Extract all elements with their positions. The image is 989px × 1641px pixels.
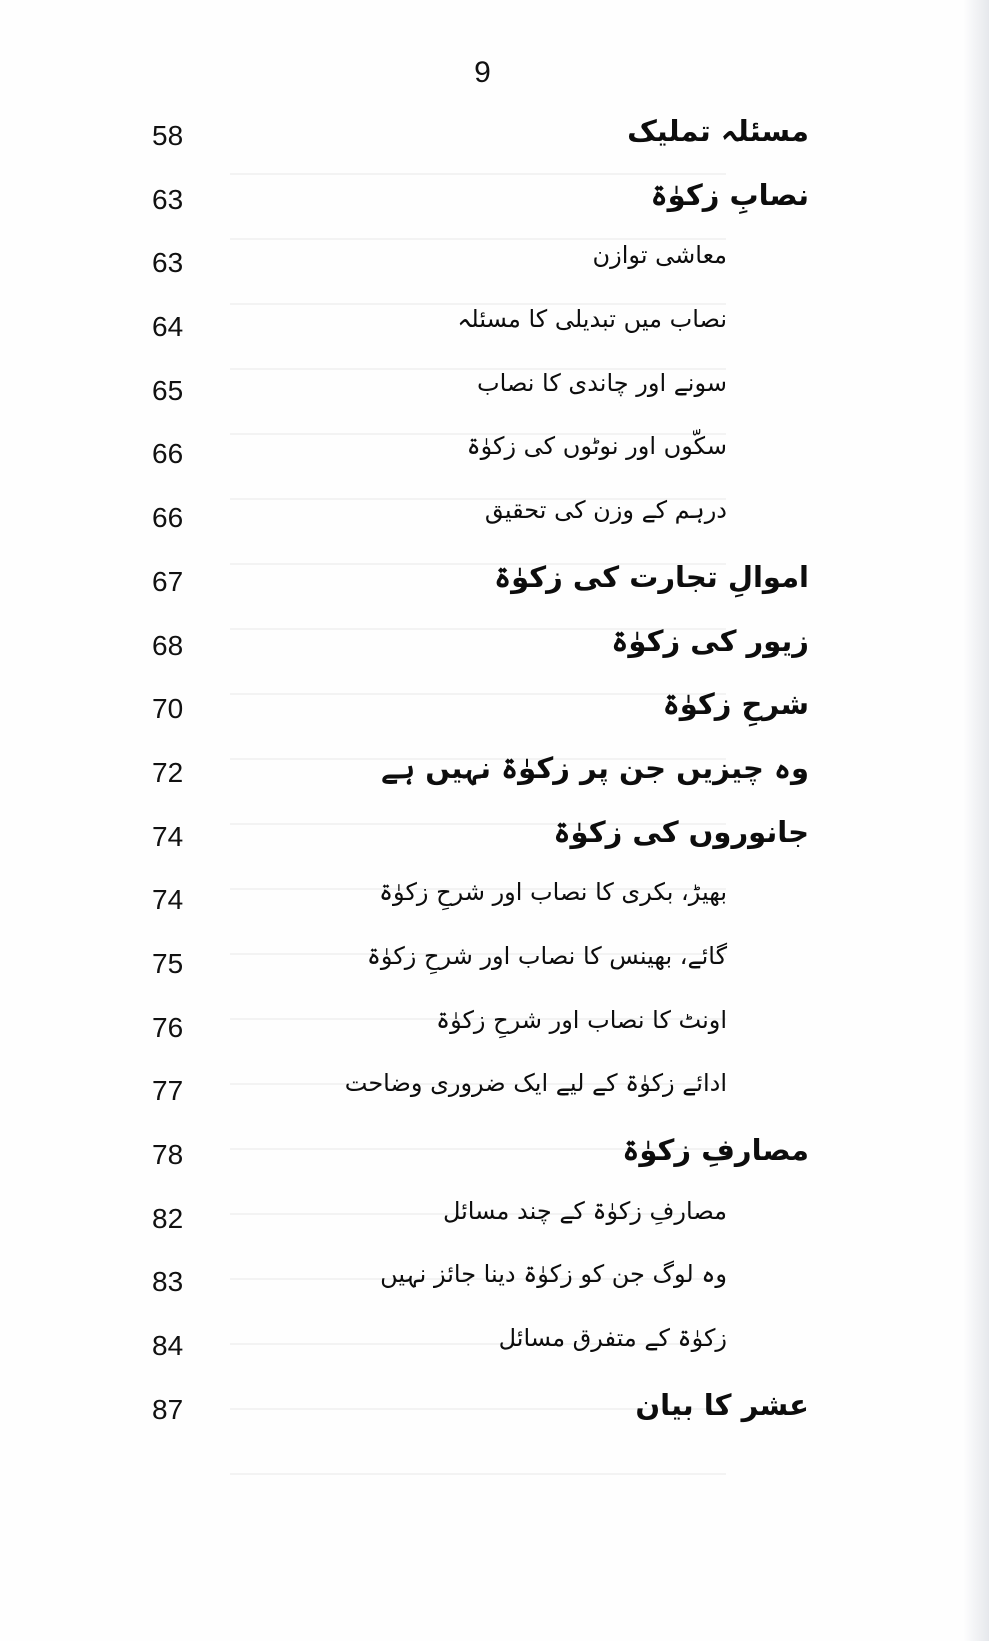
toc-entry (0, 365, 989, 429)
toc-entry (0, 811, 989, 875)
toc-entry (0, 1320, 989, 1384)
toc-entry-page-number: 87 (152, 1393, 184, 1425)
toc-entry-page-number: 63 (152, 183, 184, 215)
toc-entry-title: زکوٰۃ کے متفرق مسائل (498, 1324, 727, 1353)
toc-entry-page-number: 77 (152, 1075, 184, 1107)
toc-entry-title: بھیڑ، بکری کا نصاب اور شرحِ زکوٰۃ (378, 878, 727, 907)
toc-entry-page-number: 58 (152, 120, 184, 151)
toc-entry-page-number: 63 (152, 247, 184, 279)
toc-entry-title: وہ لوگ جن کو زکوٰۃ دینا جائز نہیں (380, 1260, 727, 1289)
toc-entry-page-number: 66 (152, 438, 184, 470)
toc-entry (0, 428, 989, 492)
toc-entry-title: مسئلہ تملیک (627, 114, 809, 148)
toc-entry-title: مصارفِ زکوٰۃ کے چند مسائل (442, 1196, 727, 1225)
toc-entry (0, 174, 989, 238)
toc-entry-page-number: 78 (152, 1139, 184, 1170)
toc-entry-page-number: 84 (152, 1330, 184, 1362)
page-number: 9 (474, 56, 491, 89)
toc-entry (0, 110, 989, 174)
toc-entry (0, 1256, 989, 1320)
toc-entry-page-number: 83 (152, 1266, 184, 1298)
page-edge-shadow (963, 0, 989, 1641)
toc-entry-title: وہ چیزیں جن پر زکوٰۃ نہیں ہے (381, 750, 809, 785)
toc-entry-title: گائے، بھینس کا نصاب اور شرحِ زکوٰۃ (366, 941, 727, 970)
toc-entry (0, 938, 989, 1002)
toc-entry-title: اونٹ کا نصاب اور شرحِ زکوٰۃ (436, 1005, 727, 1034)
toc-entry-title: عشر کا بیان (635, 1387, 809, 1422)
toc-entry-page-number: 74 (152, 820, 184, 852)
toc-entry-title: سونے اور چاندی کا نصاب (477, 368, 727, 397)
toc-entry-page-number: 70 (152, 693, 184, 725)
toc-entry-title: مصارفِ زکوٰۃ (622, 1133, 809, 1167)
toc-entry (0, 556, 989, 620)
toc-entry-title: معاشی توازن (592, 241, 727, 270)
toc-entry-title: اموالِ تجارت کی زکوٰۃ (494, 559, 809, 594)
toc-entry (0, 683, 989, 747)
toc-entry-page-number: 74 (152, 884, 184, 916)
toc-entry-page-number: 72 (152, 756, 184, 788)
toc-entry (0, 1129, 989, 1193)
toc-entry (0, 237, 989, 301)
toc-entry (0, 620, 989, 684)
toc-entry (0, 874, 989, 938)
toc-entry-title: ادائے زکوٰۃ کے لیے ایک ضروری وضاحت (344, 1069, 727, 1098)
toc-entry-page-number: 66 (152, 502, 184, 534)
toc-entry-page-number: 82 (152, 1202, 184, 1234)
toc-entry-page-number: 65 (152, 374, 184, 406)
toc-entry-page-number: 75 (152, 947, 184, 979)
toc-entry-page-number: 76 (152, 1011, 184, 1043)
toc-entry (0, 747, 989, 811)
toc-entry (0, 1065, 989, 1129)
toc-entry (0, 492, 989, 556)
table-of-contents (0, 110, 989, 1447)
toc-entry-title: نصاب میں تبدیلی کا مسئلہ (457, 305, 727, 334)
toc-entry-title: نصابِ زکوٰۃ (650, 177, 809, 212)
toc-entry-title: درہم کے وزن کی تحقیق (484, 496, 727, 525)
toc-entry-title: زیور کی زکوٰۃ (611, 623, 809, 658)
toc-entry-page-number: 64 (152, 311, 184, 343)
toc-entry (0, 1002, 989, 1066)
toc-entry-page-number: 68 (152, 629, 184, 661)
toc-entry (0, 1384, 989, 1448)
toc-entry-page-number: 67 (152, 565, 184, 597)
toc-entry (0, 301, 989, 365)
toc-entry-title: جانوروں کی زکوٰۃ (553, 814, 809, 849)
toc-entry-title: سکّوں اور نوٹوں کی زکوٰۃ (466, 432, 727, 461)
toc-entry (0, 1193, 989, 1257)
toc-entry-title: شرحِ زکوٰۃ (662, 687, 809, 722)
